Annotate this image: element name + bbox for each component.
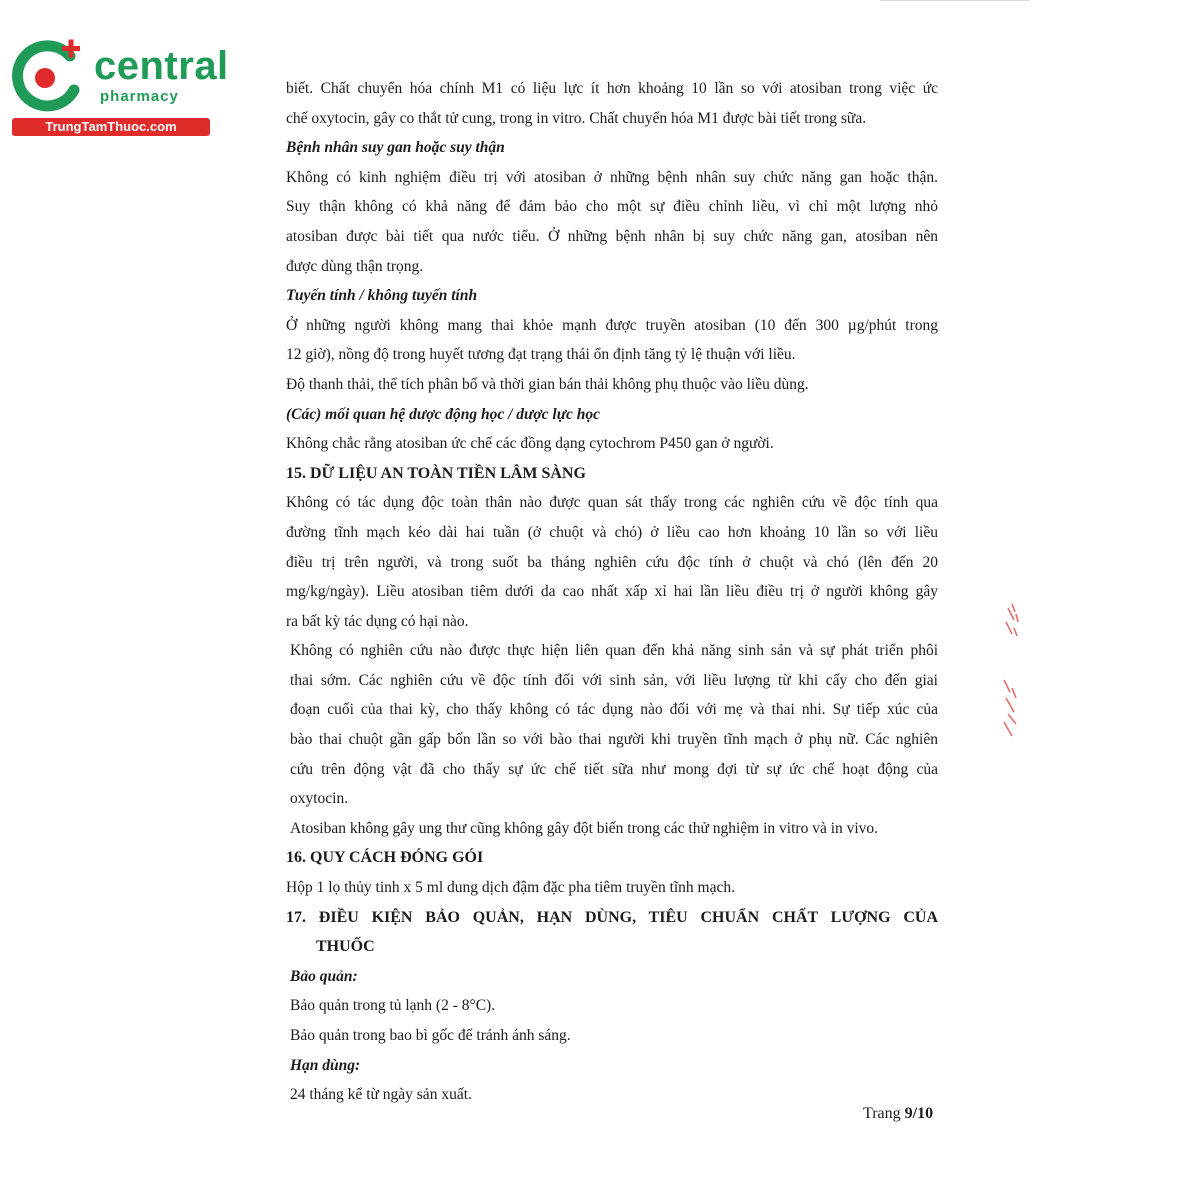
text-line: Không có kinh nghiệm điều trị với atosiban ở những bệnh nhân suy chức năng gan hoặc thận. <box>286 168 938 186</box>
logo-subtitle: pharmacy <box>100 88 179 105</box>
text-line: chế oxytocin, gây co thắt tử cung, trong in vitro. Chất chuyển hóa M1 được bài tiết trong sữa. <box>286 109 867 127</box>
text-line: thai sớm. Các nghiên cứu về độc tính đối với sinh sản, với liều lượng từ khi cấy cho đến giai <box>290 671 938 689</box>
subheading-linearity: Tuyến tính / không tuyến tính <box>286 287 478 305</box>
text-line: oxytocin. <box>290 790 349 808</box>
text-line: được dùng thận trọng. <box>286 257 424 275</box>
text-line: bào thai chuột gần gấp bốn lần so với bào thai người khi truyền tĩnh mạch ở phụ nữ. Các nghiên <box>290 731 938 749</box>
top-edge-line <box>880 0 1030 1</box>
stamp-fragment-mark <box>992 600 1032 750</box>
subheading-hepatic-renal: Bệnh nhân suy gan hoặc suy thận <box>286 139 505 157</box>
central-pharmacy-logo <box>10 38 229 138</box>
subheading-storage: Bảo quản: <box>290 967 358 985</box>
text-line: biết. Chất chuyển hóa chính M1 có liệu lực ít hơn khoảng 10 lần so với atosiban trong việc ức <box>286 80 938 97</box>
text-line: Không có tác dụng độc toàn thân nào được quan sát thấy trong các nghiên cứu về độc tính qua <box>286 494 938 512</box>
logo-website-banner: TrungTamThuoc.com <box>12 118 210 136</box>
subheading-pk-pd: (Các) mối quan hệ dược động học / dược lực học <box>286 405 601 423</box>
document-body <box>286 74 938 1110</box>
text-line: atosiban được bài tiết qua nước tiểu. Ở những bệnh nhân bị suy chức năng gan, atosiban nên <box>286 227 938 245</box>
logo-c-plus-icon <box>10 38 88 116</box>
page-label: Trang <box>863 1105 901 1122</box>
text-line: ra bất kỳ tác dụng có hại nào. <box>286 612 469 630</box>
text-line: đường tĩnh mạch kéo dài hai tuần (ở chuột và chó) ở liều cao hơn khoảng 10 lần so với liều <box>286 523 938 541</box>
text-line: đoạn cuối của thai kỳ, cho thấy không có tác dụng nào đối với mẹ và thai nhi. Sự tiếp xúc của <box>290 701 938 719</box>
page-number <box>863 1105 933 1123</box>
logo-name: central <box>94 44 229 88</box>
section-heading-17: 17. ĐIỀU KIỆN BẢO QUẢN, HẠN DÙNG, TIÊU CHUẨN CHẤT LƯỢNG CỦA <box>286 908 938 926</box>
section-heading-17-cont: THUỐC <box>316 938 375 956</box>
section-heading-15: 15. DỮ LIỆU AN TOÀN TIỀN LÂM SÀNG <box>286 464 586 482</box>
text-line: Không chắc rằng atosiban ức chế các đồng dạng cytochrom P450 gan ở người. <box>286 435 774 453</box>
text-line: Không có nghiên cứu nào được thực hiện liên quan đến khả năng sinh sản và sự phát triển phôi <box>290 642 938 660</box>
text-line: mg/kg/ngày). Liều atosiban tiêm dưới da cao nhất xấp xỉ hai lần liều điều trị ở người không gây <box>286 583 938 601</box>
page-count: 9/10 <box>904 1105 934 1122</box>
text-line: Độ thanh thải, thể tích phân bố và thời gian bán thải không phụ thuộc vào liều dùng. <box>286 375 809 393</box>
text-line: Suy thận không có khả năng để đảm bảo cho một sự điều chỉnh liều, vì chỉ một lượng nhỏ <box>286 198 938 216</box>
text-line: 12 giờ), nồng độ trong huyết tương đạt trạng thái ổn định tăng tỷ lệ thuận với liều. <box>286 346 796 364</box>
text-line: Atosiban không gây ung thư cũng không gây đột biến trong các thử nghiệm in vitro và in vivo. <box>290 819 879 837</box>
section-heading-16: 16. QUY CÁCH ĐÓNG GÓI <box>286 849 484 867</box>
subheading-shelf-life: Hạn dùng: <box>290 1056 361 1074</box>
text-line: Ở những người không mang thai khỏe mạnh được truyền atosiban (10 đến 300 µg/phút trong <box>286 316 938 334</box>
text-line: Bảo quản trong tủ lạnh (2 - 8°C). <box>290 997 496 1015</box>
text-line: cứu trên động vật đã cho thấy sự ức chế tiết sữa như mong đợi từ sự ức chế hoạt động của <box>290 760 938 778</box>
text-line: điều trị trên người, và trong suốt ba tháng nghiên cứu độc tính ở chuột và chó (lên đến 20 <box>286 553 938 571</box>
text-line: Bảo quản trong bao bì gốc để tránh ánh sáng. <box>290 1027 571 1044</box>
text-line: Hộp 1 lọ thủy tinh x 5 ml dung dịch đậm đặc pha tiêm truyền tĩnh mạch. <box>286 879 735 897</box>
text-line: 24 tháng kể từ ngày sản xuất. <box>290 1086 472 1104</box>
